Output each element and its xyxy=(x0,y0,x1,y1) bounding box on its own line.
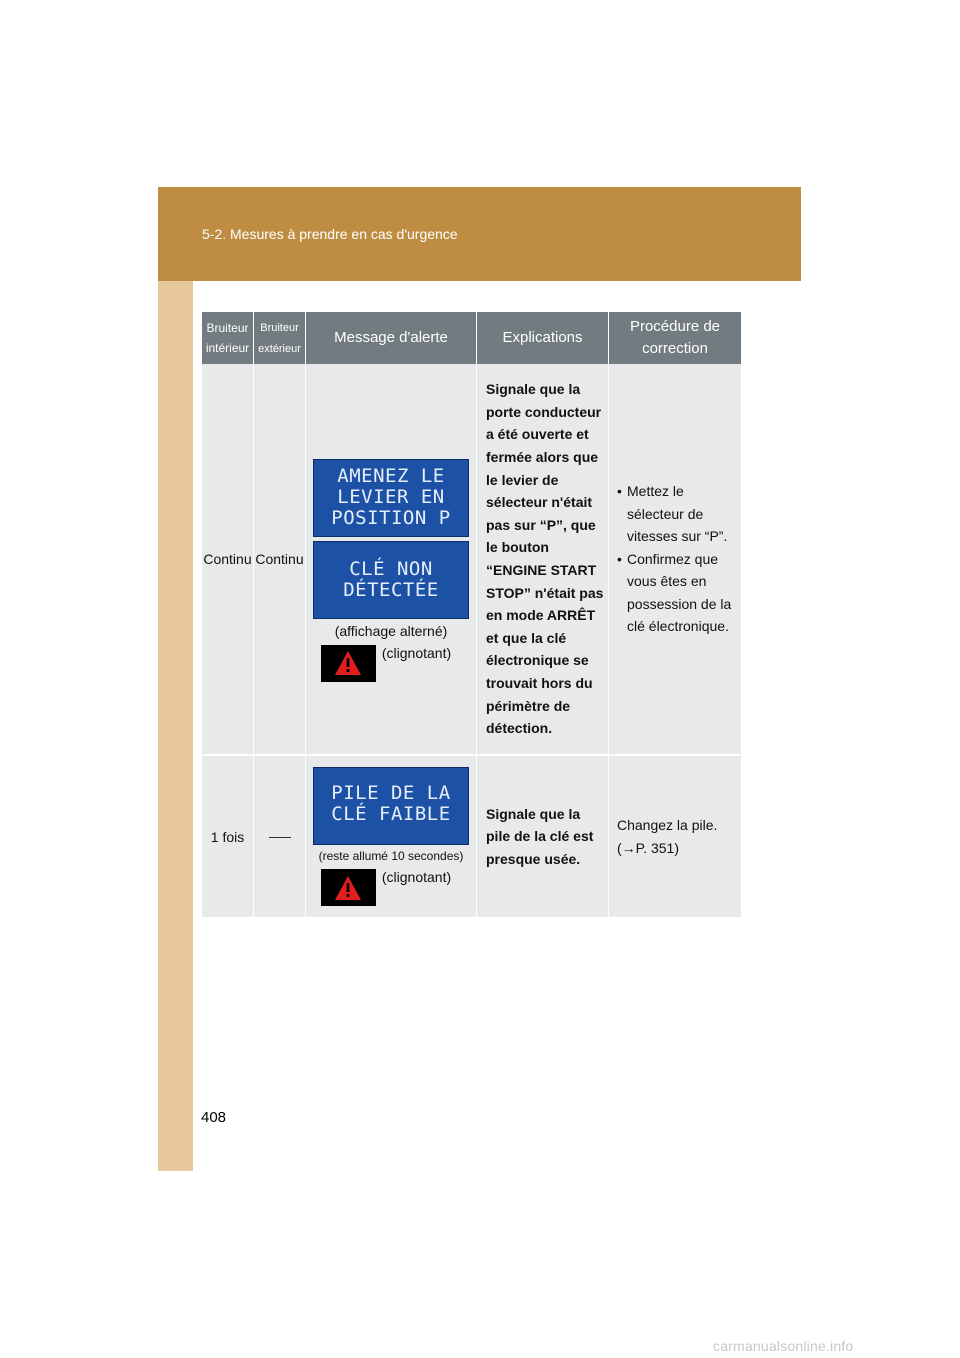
header-explanation: Explications xyxy=(477,312,609,364)
table-row xyxy=(202,364,741,756)
page-reference-link[interactable]: (→P. 351) xyxy=(617,839,679,856)
warning-triangle-icon xyxy=(321,645,376,682)
header-buzzer-outside: Bruiteur extérieur xyxy=(254,312,306,364)
explanation-cell: Signale que la pile de la clé est presque usée. xyxy=(477,756,609,919)
procedure-text: Changez la pile. xyxy=(617,816,718,833)
display-note: (reste allumé 10 secondes) xyxy=(318,849,464,863)
display-screen-key-battery-low: PILE DE LA CLÉ FAIBLE xyxy=(313,767,469,845)
chapter-title: 5-2. Mesures à prendre en cas d'urgence xyxy=(202,226,458,242)
explanation-cell: Signale que la porte conducteur a été ouverte et fermée alors que le levier de sélecteur n'était pas sur “P”, que le bouton “ENGINE START STOP” n'était pas en mode ARRÊT et que la clé électronique se trouvait hors du périmètre de détection. xyxy=(477,364,609,756)
message-cell xyxy=(306,756,477,919)
blinking-label: (clignotant) xyxy=(381,869,452,885)
buzzer-inside-cell: 1 fois xyxy=(202,756,254,919)
procedure-cell xyxy=(609,364,741,756)
message-cell xyxy=(306,364,477,756)
table-header-row xyxy=(202,312,741,364)
watermark: carmanualsonline.info xyxy=(713,1338,854,1354)
dash-none xyxy=(269,837,291,838)
side-margin-bar xyxy=(158,281,193,1171)
warning-triangle-icon xyxy=(321,869,376,906)
procedure-item: • Confirmez que vous êtes en possession de la clé électronique. xyxy=(617,550,732,635)
table-row xyxy=(202,756,741,919)
buzzer-outside-cell: Continu xyxy=(254,364,306,756)
display-note: (affichage alterné) xyxy=(334,622,448,639)
blinking-label: (clignotant) xyxy=(381,644,452,661)
header-message: Message d'alerte xyxy=(306,312,477,364)
header-procedure: Procédure de correction xyxy=(609,312,741,364)
display-screen-shift-to-p: AMENEZ LE LEVIER EN POSITION P xyxy=(313,459,469,537)
warning-table xyxy=(202,312,741,919)
display-screen-key-not-detected: CLÉ NON DÉTECTÉE xyxy=(313,541,469,619)
page-number: 408 xyxy=(201,1109,227,1126)
procedure-cell xyxy=(609,756,741,919)
procedure-item: • Mettez le sélecteur de vitesses sur “P”. xyxy=(617,482,728,545)
buzzer-inside-cell: Continu xyxy=(202,364,254,756)
header-buzzer-inside: Bruiteur intérieur xyxy=(202,312,254,364)
